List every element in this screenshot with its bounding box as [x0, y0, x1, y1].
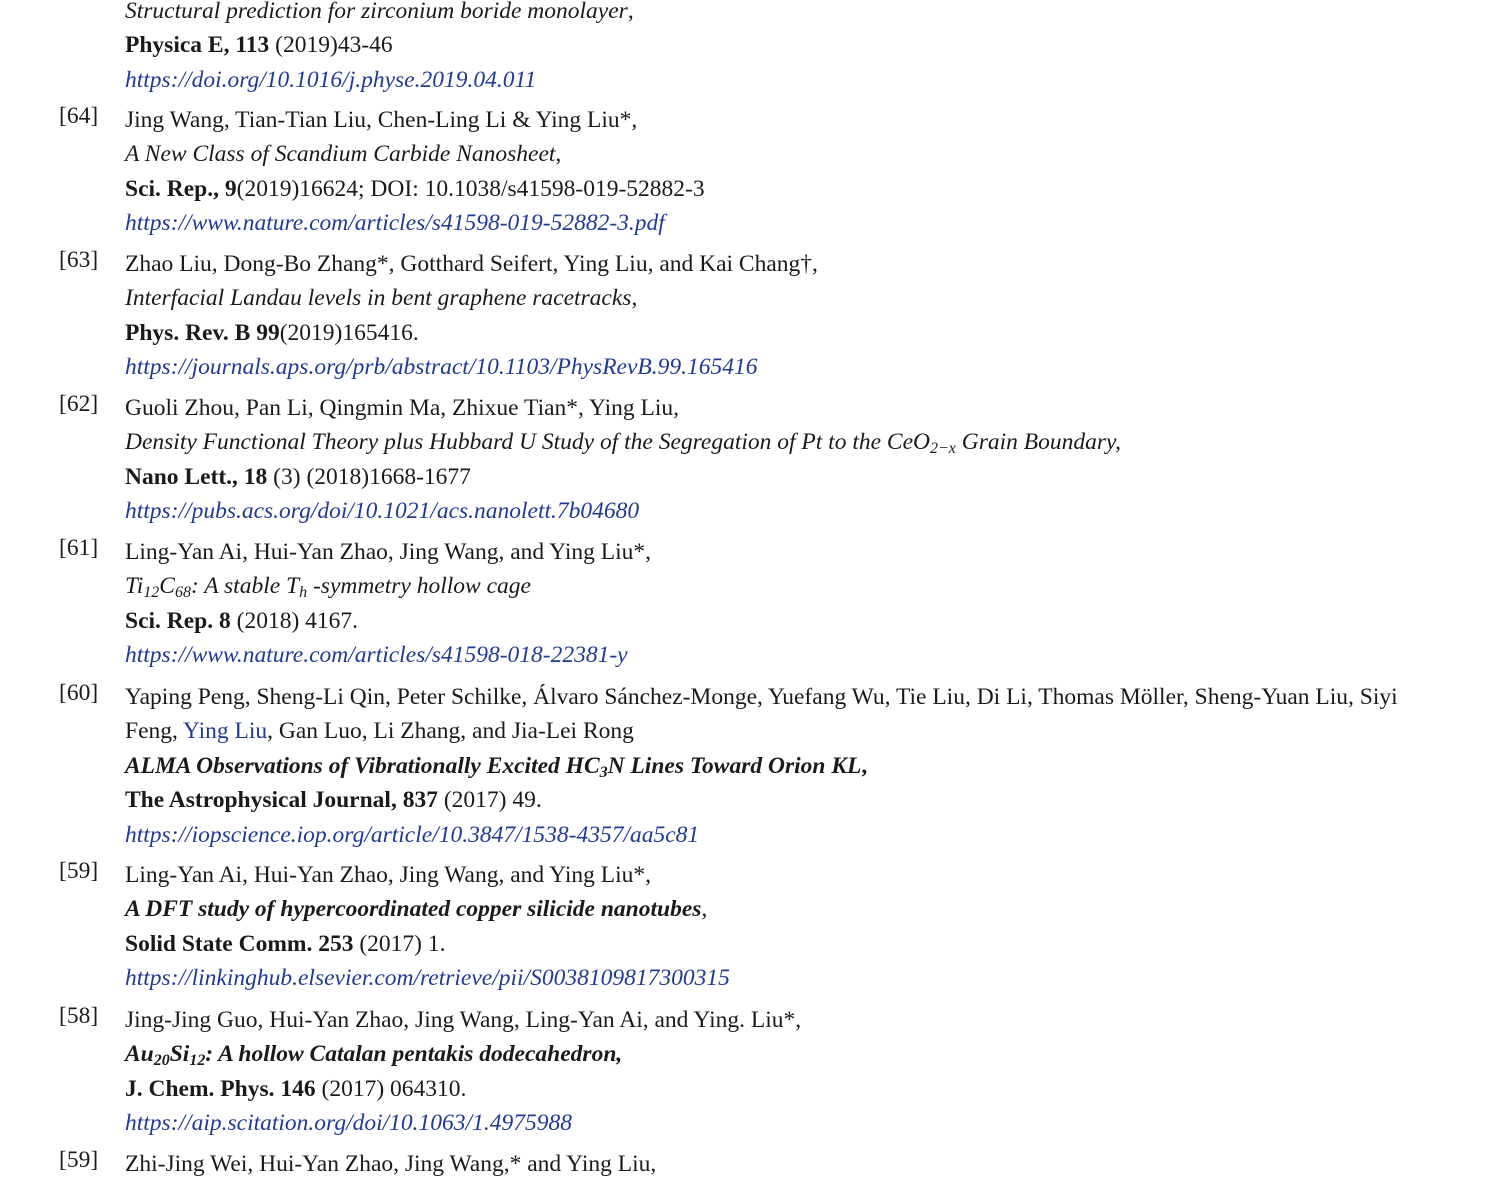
reference-number: [63]: [59, 247, 99, 273]
reference-title-line: Structural prediction for zirconium boride monolayer,: [125, 0, 634, 24]
reference-title: A New Class of Scandium Carbide Nanosheet: [125, 141, 556, 168]
reference-journal: Sci. Rep. 8: [125, 607, 231, 634]
reference-citation: (2019)43-46: [269, 32, 393, 59]
reference-citation: (2017) 1.: [353, 930, 446, 957]
author-link[interactable]: Ying Liu: [182, 718, 268, 745]
reference-title-line: A New Class of Scandium Carbide Nanosheet,: [125, 141, 562, 168]
reference-url-link[interactable]: https://pubs.acs.org/doi/10.1021/acs.nanolett.7b04680: [125, 498, 640, 525]
reference-number: [60]: [59, 680, 99, 706]
reference-authors: Zhao Liu, Dong-Bo Zhang*, Gotthard Seifert, Ying Liu, and Kai Chang†,: [125, 251, 818, 277]
reference-url-link[interactable]: https://linkinghub.elsevier.com/retrieve/pii/S0038109817300315: [125, 965, 730, 992]
reference-citation: (2019)16624; DOI: 10.1038/s41598-019-52882-3: [236, 175, 705, 202]
reference-title-line: $Au_{20}Si_{12}$: A hollow Catalan pentakis dodecahedron,: [125, 1041, 623, 1070]
reference-title-line: A DFT study of hypercoordinated copper silicide nanotubes,: [125, 896, 708, 923]
reference-authors-line-1: Yaping Peng, Sheng-Li Qin, Peter Schilke, Álvaro Sánchez-Monge, Yuefang Wu, Tie Liu, Di Li, Thomas Möller, Sheng-Yuan Liu, Siyi: [125, 684, 1398, 710]
reference-url-line: [125, 1106, 1465, 1140]
reference-citation-line: [125, 927, 1465, 961]
reference-journal: Solid State Comm. 253: [125, 930, 354, 957]
reference-journal: Nano Lett., 18: [125, 463, 268, 490]
reference-journal: Physica E, 113: [125, 32, 270, 59]
reference-url-line: [125, 63, 1465, 97]
reference-title: Ti: [125, 573, 144, 600]
reference-title: Density Functional Theory plus Hubbard U Study of the Segregation of Pt to the CeO: [125, 429, 930, 456]
reference-title-line: Density Functional Theory plus Hubbard U Study of the Segregation of Pt to the CeO$_{2-x}$ Grain Boundary,: [125, 429, 1122, 458]
reference-citation-line: [125, 1072, 1465, 1106]
reference-title-line: $Ti_{12}C_{68}$: A stable $T_h$ -symmetry hollow cage: [125, 573, 531, 602]
reference-citation-line: [125, 783, 1465, 817]
reference-url-line: [125, 206, 1465, 240]
reference-authors: Jing Wang, Tian-Tian Liu, Chen-Ling Li & Ying Liu*,: [125, 107, 638, 133]
reference-citation: (2018) 4167.: [230, 607, 359, 634]
reference-journal: J. Chem. Phys. 146: [125, 1075, 316, 1102]
reference-number: [58]: [59, 1003, 99, 1029]
reference-title: Au: [125, 1041, 154, 1068]
reference-citation-line: [125, 316, 1465, 350]
reference-url-line: [125, 494, 1465, 528]
reference-url-line: [125, 350, 1465, 384]
reference-url-line: [125, 961, 1465, 995]
reference-citation: (2017) 064310.: [315, 1075, 467, 1102]
reference-authors: Ling-Yan Ai, Hui-Yan Zhao, Jing Wang, and Ying Liu*,: [125, 862, 651, 888]
reference-authors-line-2: Feng, Ying Liu, Gan Luo, Li Zhang, and Jia-Lei Rong: [125, 718, 634, 745]
reference-title: A DFT study of hypercoordinated copper silicide nanotubes: [125, 896, 702, 923]
reference-citation: (2017) 49.: [437, 787, 542, 814]
reference-number: [61]: [59, 535, 99, 561]
reference-citation: (3) (2018)1668-1677: [267, 463, 471, 490]
reference-authors: Jing-Jing Guo, Hui-Yan Zhao, Jing Wang, Ling-Yan Ai, and Ying. Liu*,: [125, 1007, 802, 1033]
reference-url-link[interactable]: https://journals.aps.org/prb/abstract/10.1103/PhysRevB.99.165416: [125, 354, 758, 381]
reference-url-link[interactable]: https://iopscience.iop.org/article/10.3847/1538-4357/aa5c81: [125, 821, 700, 848]
reference-url-line: [125, 818, 1465, 852]
reference-citation-line: [125, 460, 1465, 494]
reference-title-line: ALMA Observations of Vibrationally Excited $HC_3N$ Lines Toward Orion KL,: [125, 752, 868, 781]
reference-authors: Ling-Yan Ai, Hui-Yan Zhao, Jing Wang, and Ying Liu*,: [125, 539, 651, 565]
reference-title: ALMA Observations of Vibrationally Excited HC: [125, 752, 600, 779]
reference-url-link[interactable]: https://www.nature.com/articles/s41598-019-52882-3.pdf: [125, 210, 665, 237]
reference-citation-line: [125, 172, 1465, 206]
reference-title-line: Interfacial Landau levels in bent graphene racetracks,: [125, 285, 638, 312]
reference-title: Interfacial Landau levels in bent graphene racetracks: [125, 285, 632, 312]
reference-title: Structural prediction for zirconium boride monolayer: [125, 0, 628, 24]
reference-url-link[interactable]: https://doi.org/10.1016/j.physe.2019.04.011: [125, 66, 537, 93]
reference-journal: The Astrophysical Journal, 837: [125, 787, 438, 814]
reference-number: [64]: [59, 103, 99, 129]
reference-journal: Phys. Rev. B 99: [125, 319, 280, 346]
reference-citation-line: [125, 28, 1465, 62]
reference-number: [59]: [59, 858, 99, 884]
reference-citation-line: [125, 604, 1465, 638]
reference-number: [62]: [59, 391, 99, 417]
reference-citation: (2019)165416.: [279, 319, 419, 346]
reference-url-link[interactable]: https://aip.scitation.org/doi/10.1063/1.4975988: [125, 1110, 572, 1137]
reference-authors: Zhi-Jing Wei, Hui-Yan Zhao, Jing Wang,* and Ying Liu,: [125, 1151, 657, 1177]
reference-authors: Guoli Zhou, Pan Li, Qingmin Ma, Zhixue Tian*, Ying Liu,: [125, 395, 679, 421]
reference-journal: Sci. Rep., 9: [125, 175, 237, 202]
reference-number: [59]: [59, 1147, 99, 1173]
reference-url-link[interactable]: https://www.nature.com/articles/s41598-018-22381-y: [125, 642, 628, 669]
reference-url-line: [125, 638, 1465, 672]
